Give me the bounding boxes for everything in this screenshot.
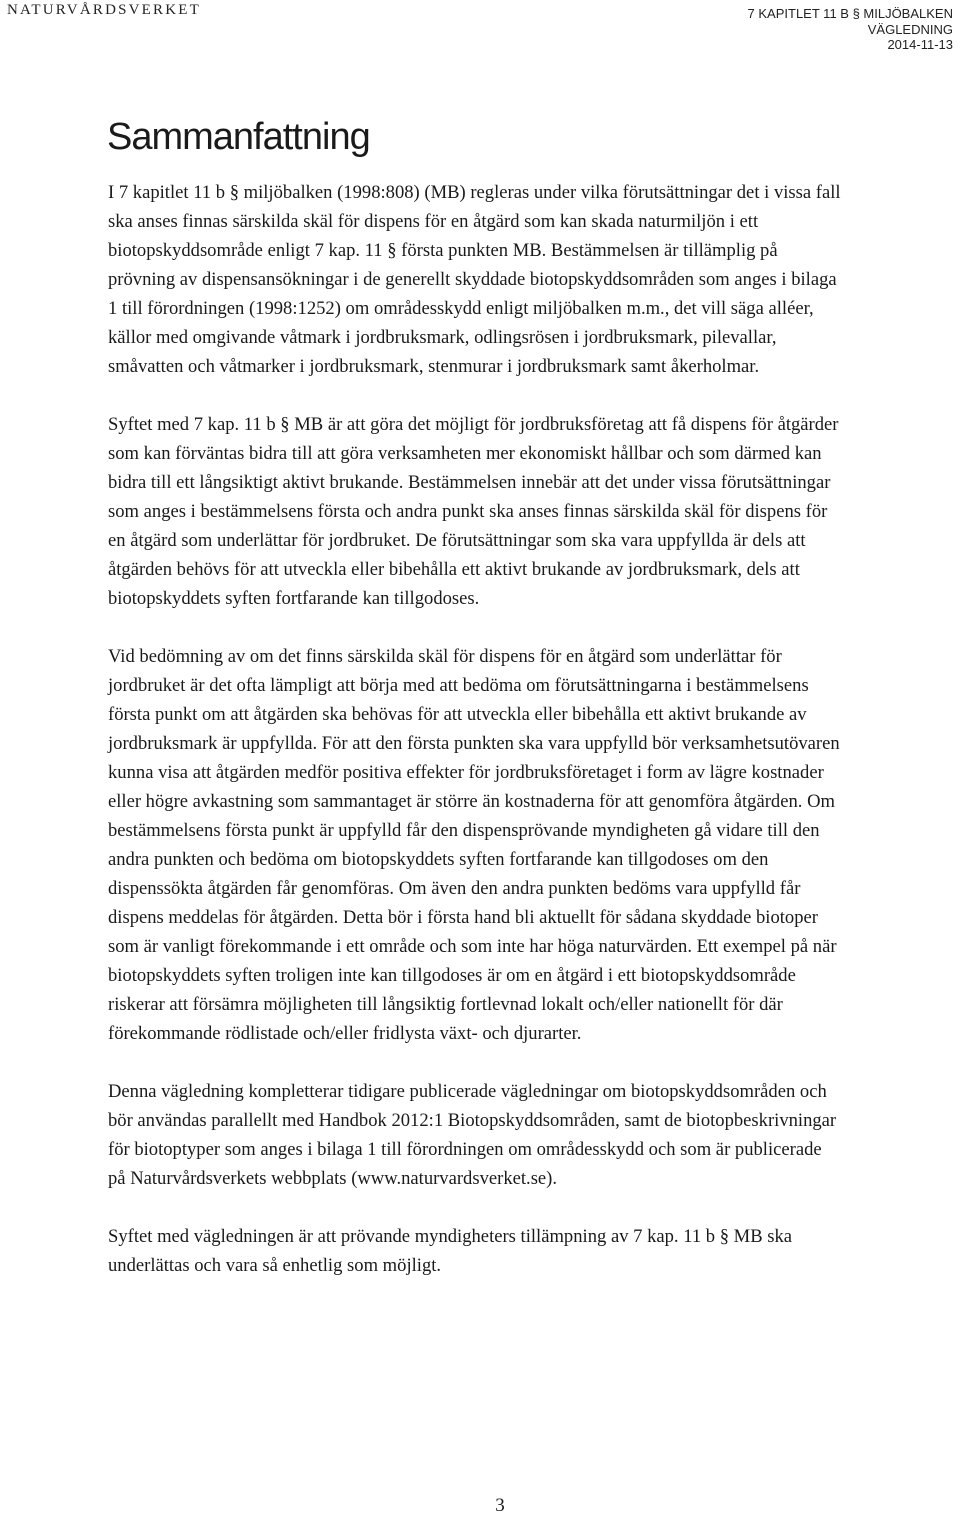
document-date: 2014-11-13 <box>887 37 953 52</box>
chapter-reference: 7 KAPITLET 11 B § MILJÖBALKEN <box>747 6 953 21</box>
paragraph-1: I 7 kapitlet 11 b § miljöbalken (1998:808) (MB) regleras under vilka förutsättningar det i vissa fall ska anses finnas särskilda skäl för dispens för en åtgärd som kan skada naturmiljön i ett biotopskyddsområde enligt 7 kap. 11 § första punkten MB. Bestämmelsen är tillämplig på prövning av dispensansökningar i de generellt skyddade biotopskyddsområden som anges i bilaga 1 till förordningen (1998:1252) om områdesskydd enligt miljöbalken m.m., det vill säga alléer, källor med omgivande våtmark i jordbruksmark, odlingsrösen i jordbruksmark, pilevallar, småvatten och våtmarker i jordbruksmark, stenmurar i jordbruksmark samt åkerholmar. <box>108 182 841 377</box>
paragraph-2: Syftet med 7 kap. 11 b § MB är att göra det möjligt för jordbruksföretag att få dispens för åtgärder som kan förväntas bidra till att göra verksamheten mer ekonomiskt hållbar och som därmed kan bidra till ett långsiktigt aktivt brukande. Bestämmelsen innebär att det under vissa förutsättningar som anges i bestämmelsens första och andra punkt ska anses finnas särskilda skäl för dispens för en åtgärd som underlättar för jordbruket. De förutsättningar som ska vara uppfyllda är dels att åtgärden behövs för att utveckla eller bibehålla ett aktivt brukande av jordbruksmark, dels att biotopskyddets syften fortfarande kan tillgodoses. <box>108 414 839 609</box>
paragraph-3: Vid bedömning av om det finns särskilda skäl för dispens för en åtgärd som underlättar för jordbruket är det ofta lämpligt att börja med att bedöma om förutsättningarna i bestämmelsens första punkt om att åtgärden ska behövas för att utveckla eller bibehålla ett aktivt brukande av jordbruksmark är uppfyllda. För att den första punkten ska vara uppfylld bör verksamhetsutövaren kunna visa att åtgärden medför positiva effekter för jordbruksföretaget i form av lägre kostnader eller högre avkastning som sammantaget är större än kostnaderna för att genomföra åtgärden. Om bestämmelsens första punkt är uppfylld får den dispensprövande myndigheten gå vidare till den andra punkten och bedöma om biotopskyddets syften fortfarande kan tillgodoses om den dispenssökta åtgärden får genomföras. Om även den andra punkten bedöms vara uppfylld får dispens meddelas för åtgärden. Detta bör i första hand bli aktuellt för sådana skyddade biotoper som är vanligt förekommande i ett område och som inte har höga naturvärden. Ett exempel på när biotopskyddets syften troligen inte kan tillgodoses är om en åtgärd i ett biotopskyddsområde riskerar att försämra möjligheten till långsiktig fortlevnad lokalt och/eller nationellt för där förekommande rödlistade och/eller fridlysta växt- och djurarter. <box>108 646 840 1044</box>
document-meta <box>748 6 953 53</box>
page-number: 3 <box>495 1495 505 1516</box>
body-text <box>108 178 843 1309</box>
agency-name: NATURVÅRDSVERKET <box>7 2 202 18</box>
paragraph-4: Denna vägledning kompletterar tidigare publicerade vägledningar om biotopskyddsområden och bör användas parallellt med Handbok 2012:1 Biotopskyddsområden, samt de biotopbeskrivningar för biotoptyper som anges i bilaga 1 till förordningen om områdesskydd och som är publicerade på Naturvårdsverkets webbplats (www.naturvardsverket.se). <box>108 1081 837 1189</box>
page-title: Sammanfattning <box>107 116 370 158</box>
document-type: VÄGLEDNING <box>867 21 953 37</box>
paragraph-5: Syftet med vägledningen är att prövande myndigheters tillämpning av 7 kap. 11 b § MB ska underlättas och vara så enhetlig som möjligt. <box>108 1226 793 1276</box>
